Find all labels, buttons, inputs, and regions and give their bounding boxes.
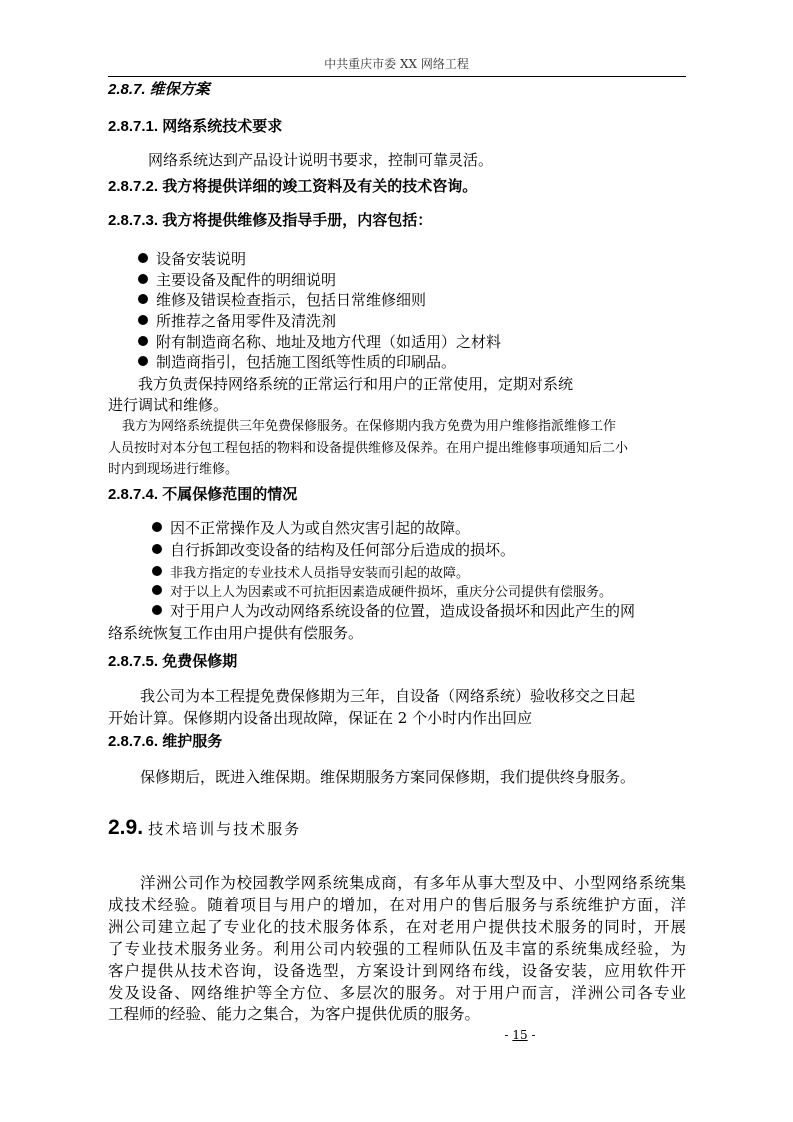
page-header: 中共重庆市委 XX 网络工程 bbox=[324, 57, 469, 71]
paragraph: 网络系统达到产品设计说明书要求，控制可靠灵活。 bbox=[148, 151, 494, 169]
list-item-text: 对于以上人为因素或不可抗拒因素造成硬件损坏，重庆分公司提供有偿服务。 bbox=[170, 585, 613, 600]
paragraph-line: 了专业技术服务业务。利用公司内较强的工程师队伍及丰富的系统集成经验，为 bbox=[108, 940, 686, 958]
list-item bbox=[138, 310, 336, 331]
page-suffix: - bbox=[527, 1028, 536, 1042]
heading-2-9 bbox=[108, 816, 301, 840]
bullet-icon bbox=[138, 315, 148, 325]
paragraph-line: 成技术经验。随着项目与用户的增加，在对用户的售后服务与系统维护方面，洋 bbox=[108, 896, 686, 914]
list-item bbox=[138, 351, 456, 372]
paragraph-line: 发及设备、网络维护等全方位、多层次的服务。对于用户而言，洋洲公司各专业 bbox=[108, 984, 686, 1002]
bullet-icon bbox=[152, 544, 162, 554]
list-item bbox=[138, 331, 501, 352]
bullet-icon bbox=[152, 605, 162, 615]
list-item bbox=[138, 269, 336, 290]
header-divider bbox=[108, 76, 686, 77]
list-item bbox=[138, 248, 246, 269]
list-item-text: 所推荐之备用零件及清洗剂 bbox=[156, 312, 337, 330]
list-item-text: 主要设备及配件的明细说明 bbox=[156, 271, 337, 289]
list-item bbox=[152, 581, 612, 600]
heading-number: 2.9. bbox=[108, 816, 144, 839]
bullet-icon bbox=[152, 522, 162, 532]
heading-text: 技术培训与技术服务 bbox=[148, 820, 302, 838]
heading-2-8-7-6: 2.8.7.6. 维护服务 bbox=[108, 733, 223, 750]
paragraph-line: 我方负责保持网络系统的正常运行和用户的正常使用，定期对系统 bbox=[138, 375, 574, 393]
list-item-text: 附有制造商名称、地址及地方代理（如适用）之材料 bbox=[156, 333, 502, 351]
list-item-text: 因不正常操作及人为或自然灾害引起的故障。 bbox=[170, 519, 471, 537]
paragraph-line: 开始计算。保修期内设备出现故障，保证在 2 个小时内作出回应 bbox=[108, 709, 533, 727]
heading-2-8-7-2: 2.8.7.2. 我方将提供详细的竣工资料及有关的技术咨询。 bbox=[108, 178, 478, 195]
list-item bbox=[138, 289, 426, 310]
paragraph-line: 人员按时对本分包工程包括的物料和设备提供维修及保养。在用户提出维修事项通知后二小 bbox=[108, 441, 629, 456]
list-item-text: 自行拆卸改变设备的结构及任何部分后造成的损坏。 bbox=[170, 541, 516, 559]
list-item-continuation: 络系统恢复工作由用户提供有偿服务。 bbox=[108, 624, 364, 642]
heading-2-8-7-3: 2.8.7.3. 我方将提供维修及指导手册，内容包括： bbox=[108, 212, 433, 229]
page-prefix: - bbox=[504, 1028, 513, 1042]
bullet-icon bbox=[152, 585, 162, 595]
paragraph-line: 工程师的经验、能力之集合，为客户提供优质的服务。 bbox=[108, 1005, 481, 1023]
bullet-icon bbox=[138, 336, 148, 346]
list-item-text: 维修及错误检查指示，包括日常维修细则 bbox=[156, 291, 427, 309]
page-number-value: 15 bbox=[512, 1028, 528, 1042]
heading-2-8-7-5: 2.8.7.5. 免费保修期 bbox=[108, 653, 238, 670]
paragraph-line: 时内到现场进行维修。 bbox=[108, 462, 239, 477]
list-item-text: 对于用户人为改动网络系统设备的位置，造成设备损坏和因此产生的网 bbox=[170, 602, 636, 620]
list-item-text: 设备安装说明 bbox=[156, 250, 247, 268]
heading-2-8-7: 2.8.7. 维保方案 bbox=[108, 81, 210, 98]
bullet-icon bbox=[138, 253, 148, 263]
heading-2-8-7-4: 2.8.7.4. 不属保修范围的情况 bbox=[108, 486, 298, 503]
list-item bbox=[152, 600, 635, 621]
list-item bbox=[152, 539, 515, 560]
bullet-icon bbox=[152, 566, 162, 576]
paragraph-line: 我公司为本工程提免费保修期为三年，自设备（网络系统）验收移交之日起 bbox=[140, 687, 636, 705]
list-item bbox=[152, 562, 469, 581]
paragraph-line: 我方为网络系统提供三年免费保修服务。在保修期内我方免费为用户维修指派维修工作 bbox=[122, 419, 617, 434]
bullet-icon bbox=[138, 274, 148, 284]
list-item bbox=[152, 517, 470, 538]
bullet-icon bbox=[138, 294, 148, 304]
paragraph-line: 洋洲公司作为校园教学网系统集成商，有多年从事大型及中、小型网络系统集 bbox=[140, 874, 686, 892]
paragraph-line: 进行调试和维修。 bbox=[108, 396, 229, 414]
paragraph-line: 洲公司建立起了专业化的技术服务体系，在对老用户提供技术服务的同时，开展 bbox=[108, 918, 686, 936]
list-item-text: 制造商指引，包括施工图纸等性质的印刷品。 bbox=[156, 353, 457, 371]
page-number bbox=[0, 1028, 793, 1042]
paragraph-line: 客户提供从技术咨询，设备选型，方案设计到网络布线，设备安装，应用软件开 bbox=[108, 962, 686, 980]
bullet-icon bbox=[138, 356, 148, 366]
list-item-text: 非我方指定的专业技术人员指导安装而引起的故障。 bbox=[170, 566, 470, 581]
heading-2-8-7-1: 2.8.7.1. 网络系统技术要求 bbox=[108, 118, 283, 135]
paragraph: 保修期后，既进入维保期。维保期服务方案同保修期，我们提供终身服务。 bbox=[140, 768, 636, 786]
